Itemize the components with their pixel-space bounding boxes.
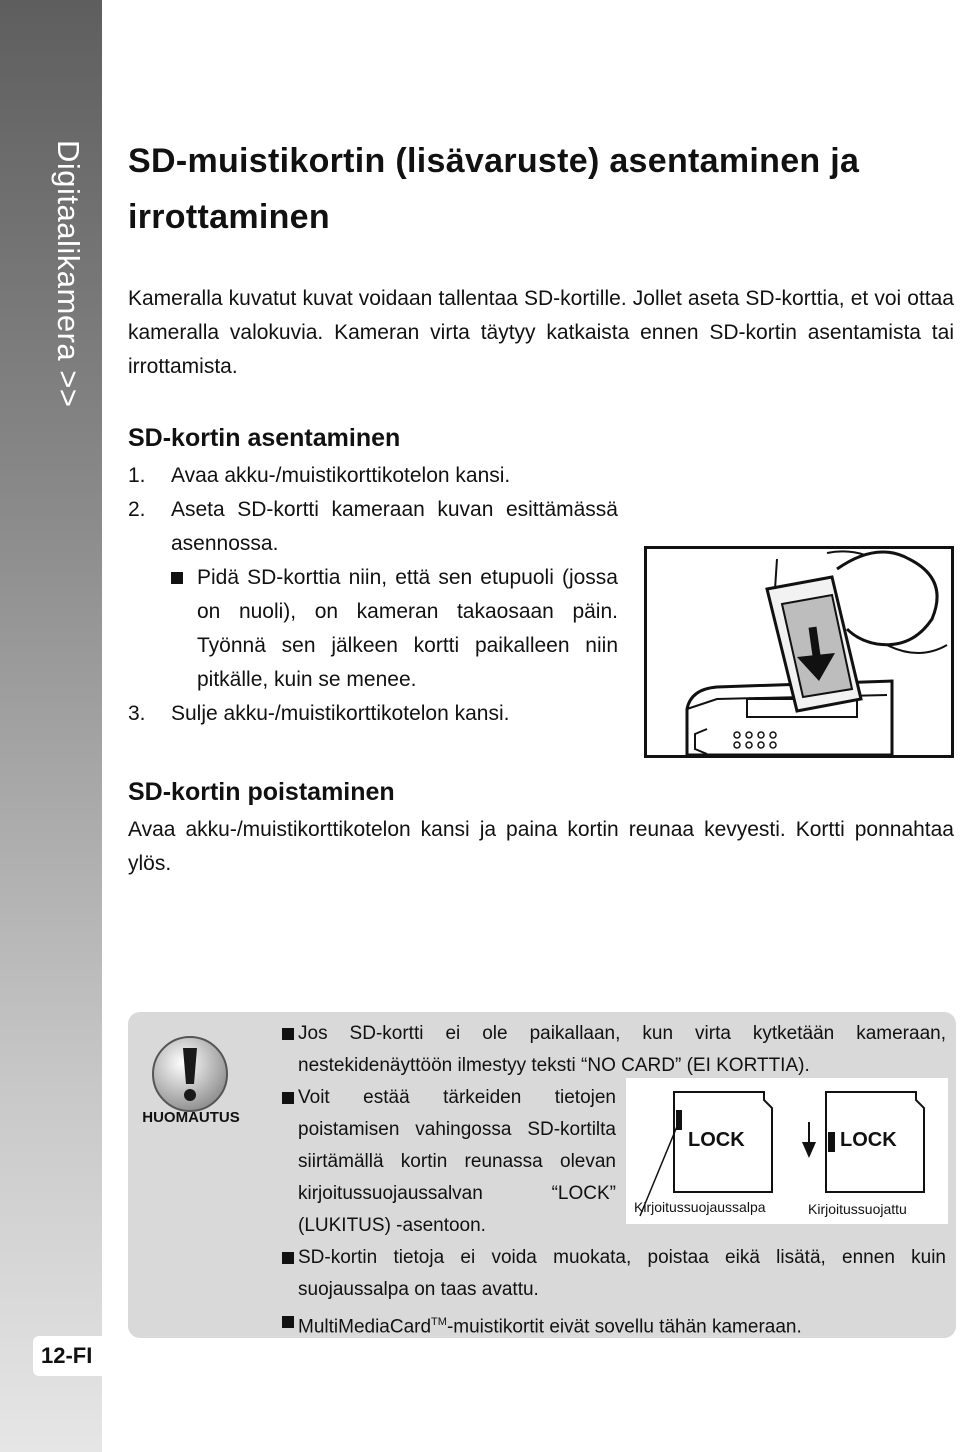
camera-sd-insert-illustration <box>644 546 954 758</box>
note-item: Voit estää tärkeiden tietojen poistamisen vahingossa SD-kortilta siirtämällä kortin reunassa olevan kirjoitussuojaussalvan “LOCK” (LUKITUS) -asentoon. <box>282 1082 616 1242</box>
page-title: SD-muistikortin (lisävaruste) asentaminen ja irrottaminen <box>128 142 860 236</box>
step-1 <box>128 459 618 493</box>
trademark-mark: TM <box>431 1316 447 1328</box>
step-text: Sulje akku-/muistikorttikotelon kansi. <box>171 702 510 725</box>
intro-paragraph: Kameralla kuvatut kuvat voidaan tallentaa SD-kortille. Jollet aseta SD-korttia, et voi ottaa kameralla valokuvia. Kameran virta täytyy katkaista ennen SD-kortin asentamista tai irrottamista. <box>128 287 954 378</box>
mmc-label: MultiMediaCard <box>298 1316 432 1338</box>
page-number: 12-FI <box>33 1336 109 1376</box>
step-text: Aseta SD-kortti kameraan kuvan esittämässä asennossa. <box>171 498 618 555</box>
bullet-square-icon <box>282 1092 294 1104</box>
bullet-square-icon <box>282 1252 294 1264</box>
step-number: 1. <box>128 464 146 487</box>
lock-label-1: LOCK <box>688 1129 745 1151</box>
step-3 <box>128 697 618 731</box>
remove-paragraph: Avaa akku-/muistikorttikotelon kansi ja paina kortin reunaa kevyesti. Kortti ponnahtaa ylös. <box>128 818 954 875</box>
camera-illustration-icon <box>647 549 951 755</box>
side-bar <box>0 0 102 1452</box>
step-number: 2. <box>128 498 146 521</box>
lock-label-2: LOCK <box>840 1129 897 1151</box>
caption-lock-tab: Kirjoitussuojaussalpa <box>634 1199 766 1215</box>
remove-heading: SD-kortin poistaminen <box>128 778 395 806</box>
lock-switch-diagram <box>626 1078 948 1224</box>
caption-write-protected: Kirjoitussuojattu <box>808 1201 907 1217</box>
bullet-square-icon <box>282 1316 294 1328</box>
note-item <box>282 1306 946 1343</box>
warning-exclamation-icon <box>150 1034 230 1114</box>
bullet-square-icon <box>171 572 183 584</box>
bullet-text: Pidä SD-korttia niin, että sen etupuoli (jossa on nuoli), on kameran takaosaan päin. Työnnä sen jälkeen kortti paikalleen niin pitkälle, kuin se menee. <box>197 566 618 691</box>
bullet-square-icon <box>282 1028 294 1040</box>
install-steps <box>128 459 618 731</box>
step-number: 3. <box>128 702 146 725</box>
step-2 <box>128 493 618 561</box>
note-item: SD-kortin tietoja ei voida muokata, poistaa eikä lisätä, ennen kuin suojaussalpa on taas avattu. <box>282 1242 946 1306</box>
note-item: Jos SD-kortti ei ole paikallaan, kun virta kytketään kameraan, nestekidenäyttöön ilmestyy teksti “NO CARD” (EI KORTTIA). <box>282 1018 946 1082</box>
sd-card-lock-icon <box>626 1078 948 1224</box>
install-heading: SD-kortin asentaminen <box>128 424 401 452</box>
step-text: Avaa akku-/muistikorttikotelon kansi. <box>171 464 511 487</box>
mmc-rest: -muistikortit eivät sovellu tähän kameraan. <box>446 1316 802 1338</box>
note-label: HUOMAUTUS <box>142 1109 240 1126</box>
sidebar-label: Digitaalikamera >> <box>51 140 86 408</box>
step-2-bullet <box>171 561 618 697</box>
